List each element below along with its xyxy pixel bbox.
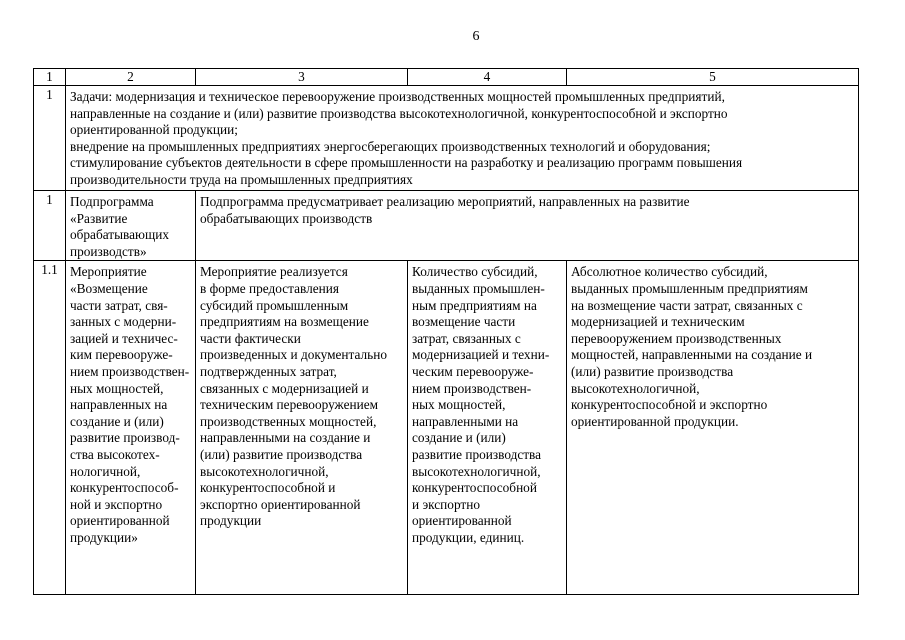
subprogram-row-number: 1 (34, 191, 66, 261)
header-cell-3: 3 (196, 69, 408, 86)
measure-row-number: 1.1 (34, 261, 66, 595)
header-cell-5: 5 (567, 69, 859, 86)
subprogram-row (34, 191, 859, 261)
header-cell-2: 2 (66, 69, 196, 86)
tasks-text: Задачи: модернизация и техническое перевооружение производственных мощностей промышленных предприятий, направленные на создание и (или) развитие производства высокотехнологичной, конкурентоспособной и экспортно ориентированной продукции; внедрение на промышленных предприятиях энергосберегающих производственных технологий и оборудования; стимулирование субъектов деятельности в сфере промышленности на разработку и реализацию программ повышения производительности труда на промышленных предприятиях (66, 86, 859, 191)
measure-indicator-method: Абсолютное количество субсидий, выданных промышленным предприятиям на возмещение части затрат, связанных с модернизацией и техническим перевооружением производственных мощностей, направленными на создание и (или) развитие производства высокотехнологичной, конкурентоспособной и экспортно ориентированной продукции. (567, 261, 859, 595)
program-table (33, 68, 859, 595)
table-header-row (34, 69, 859, 86)
measure-name: Мероприятие «Возмещение части затрат, свя- занных с модерни- зацией и техничес- ким перевооруже- нием производствен- ных мощностей, направленных на создание и (или) развитие производ- ства высокотех- нологичной, конкурентоспособ- ной и экспортно ориентированной продукции» (66, 261, 196, 595)
header-cell-4: 4 (408, 69, 567, 86)
measure-indicator: Количество субсидий, выданных промышлен- ным предприятиям на возмещение части затрат, связанных с модернизацией и техни- ческим перевооруже- нием производствен- ных мощностей, направленными на создание и (или) развитие производства высокотехнологичной, конкурентоспособной и экспортно ориентированной продукции, единиц. (408, 261, 567, 595)
header-cell-1: 1 (34, 69, 66, 86)
tasks-row-number: 1 (34, 86, 66, 191)
measure-row (34, 261, 859, 595)
tasks-row (34, 86, 859, 191)
measure-implementation: Мероприятие реализуется в форме предоставления субсидий промышленным предприятиям на возмещение части фактически произведенных и документально подтвержденных затрат, связанных с модернизацией и техническим перевооружением производственных мощностей, направленными на создание и (или) развитие производства высокотехнологичной, конкурентоспособной и экспортно ориентированной продукции (196, 261, 408, 595)
subprogram-description: Подпрограмма предусматривает реализацию мероприятий, направленных на развитие обрабатывающих производств (196, 191, 859, 261)
subprogram-name: Подпрограмма «Развитие обрабатывающих производств» (66, 191, 196, 261)
page-number: 6 (472, 29, 480, 44)
